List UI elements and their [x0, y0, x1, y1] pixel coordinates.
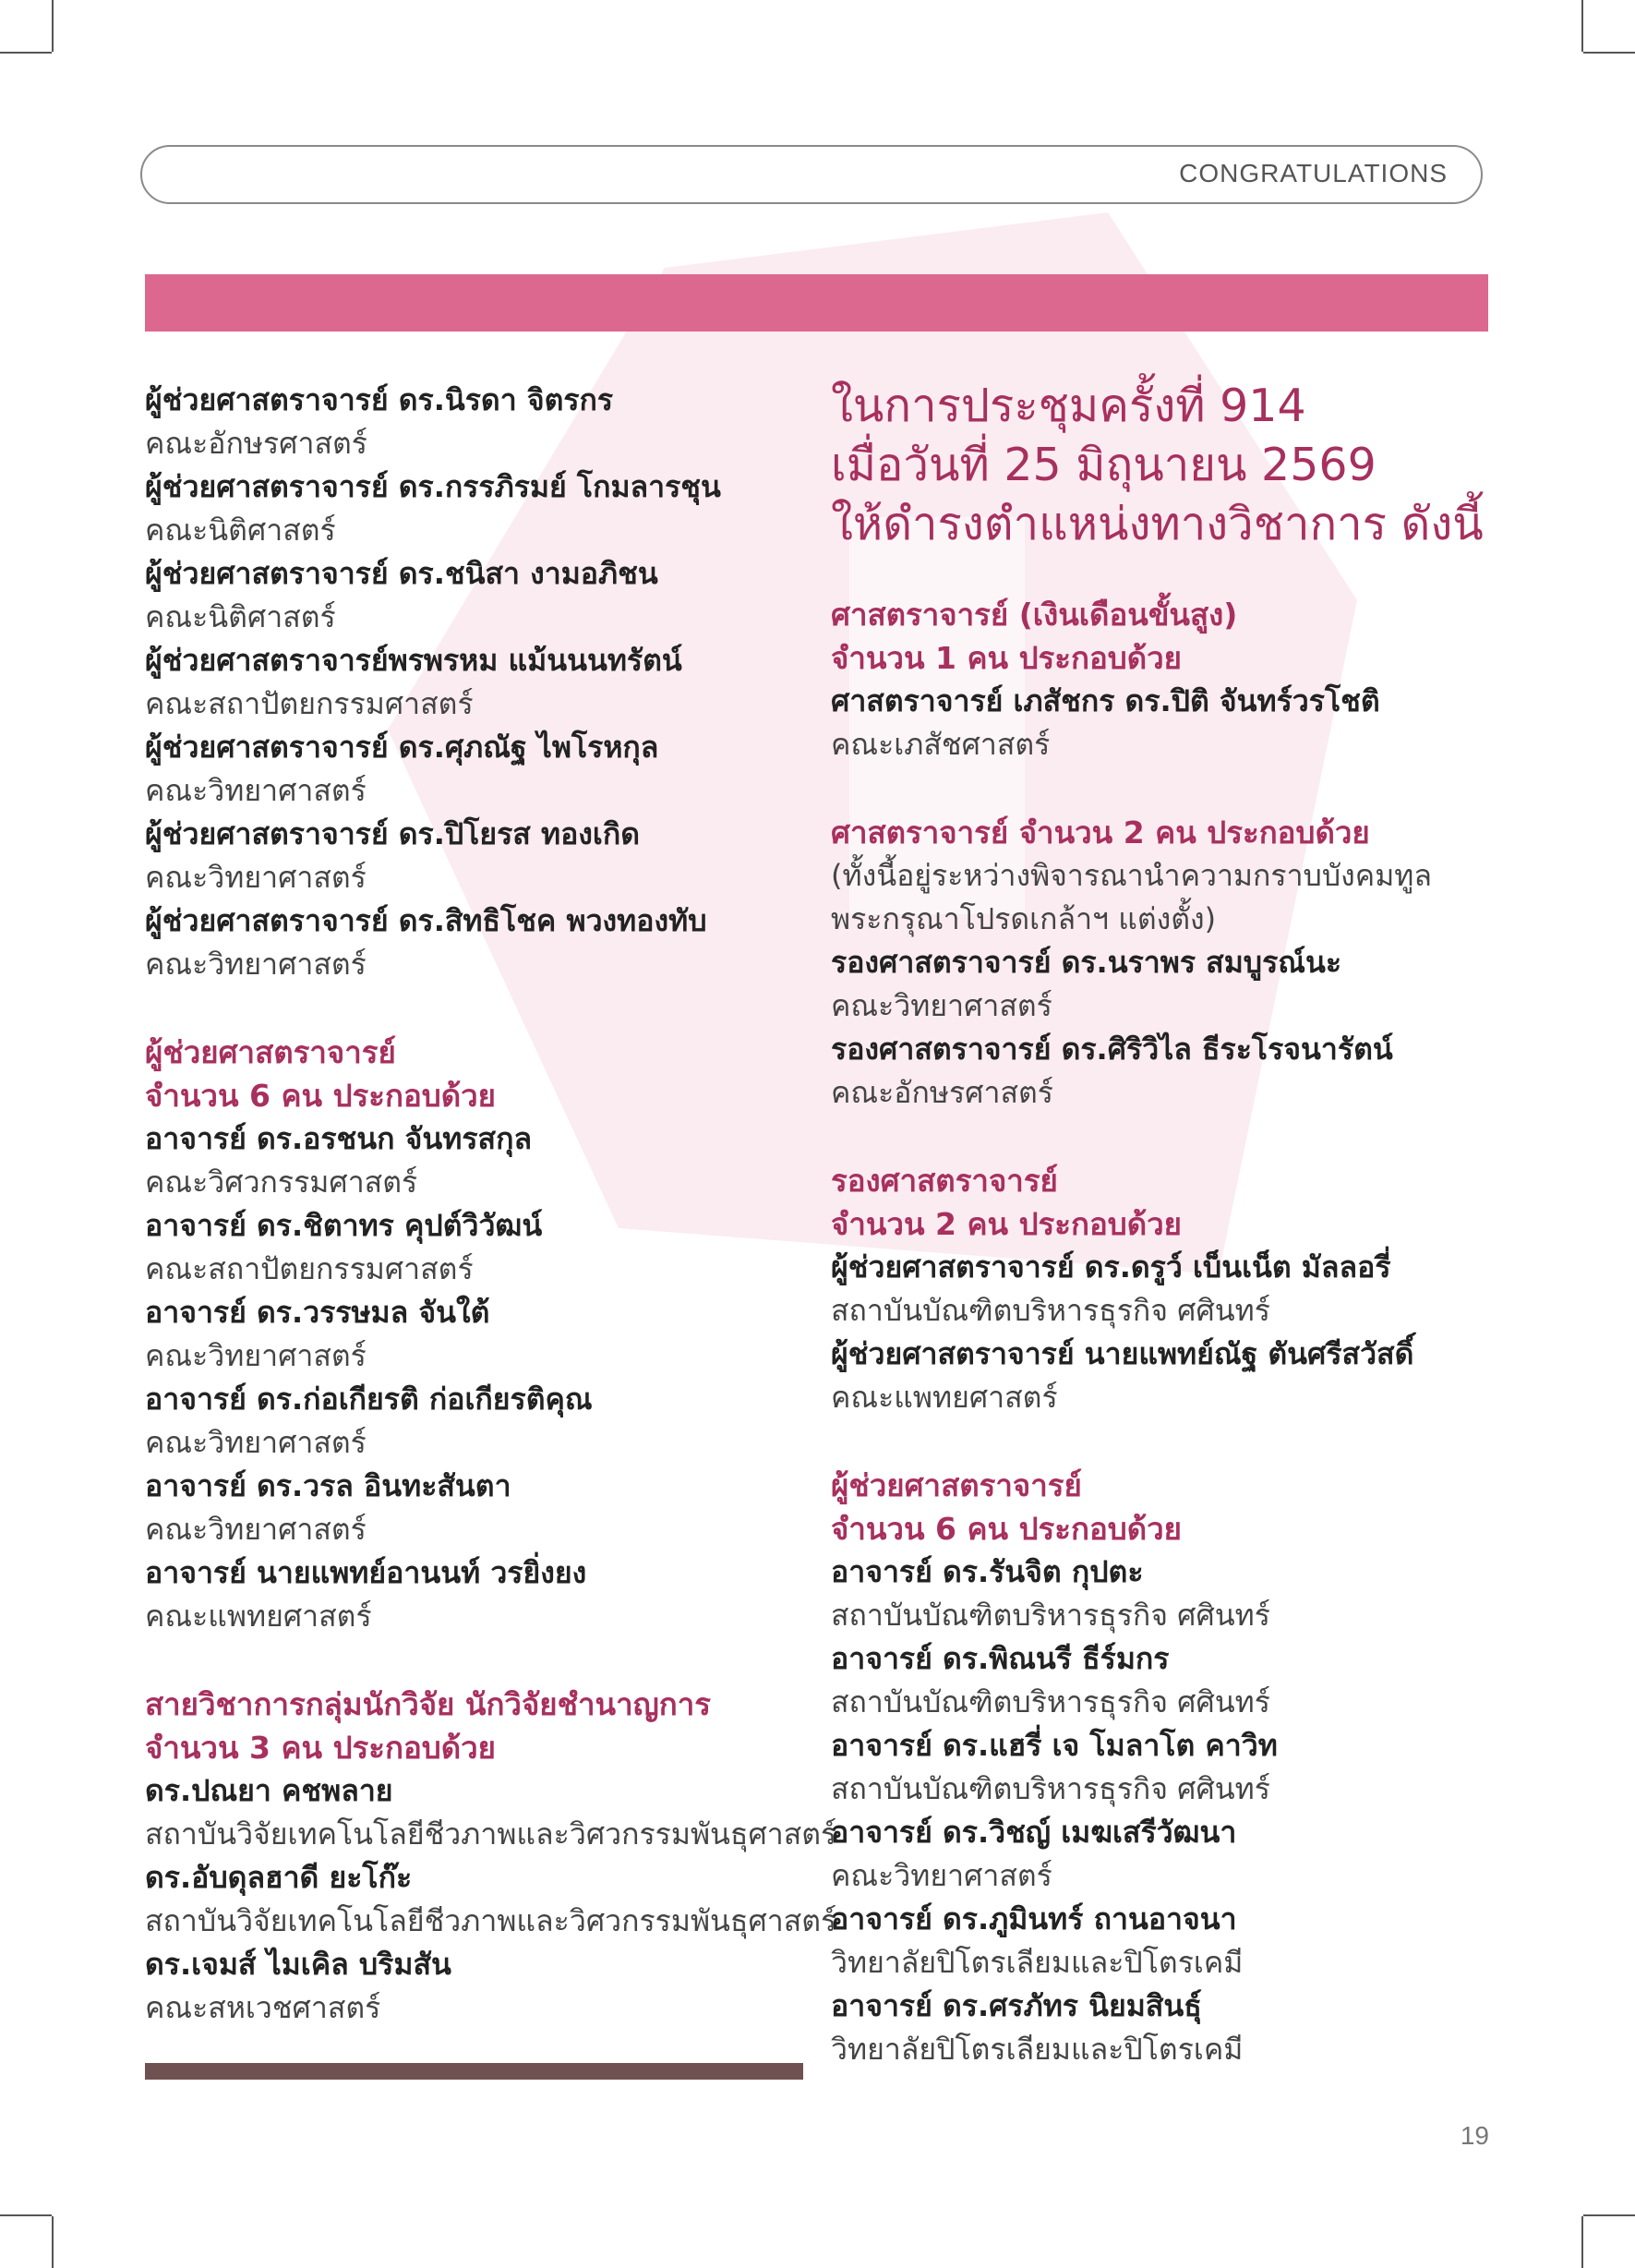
section-note: (ทั้งนี้อยู่ระหว่างพิจารณานำความกราบบังคมทูล [831, 858, 1432, 893]
section-heading: จำนวน 6 คน ประกอบด้วย [145, 1078, 497, 1114]
intro-line: เมื่อวันที่ 25 มิถุนายน 2569 [831, 439, 1377, 491]
person-name: อาจารย์ ดร.ภูมินทร์ ถานอาจนา [831, 1901, 1237, 1936]
crop-mark [1581, 2216, 1583, 2268]
crop-mark [52, 2216, 54, 2268]
section-heading: รองศาสตราจารย์ [831, 1163, 1058, 1199]
person-name: อาจารย์ ดร.วรล อินทะสันตา [145, 1468, 511, 1503]
person-name: รองศาสตราจารย์ ดร.นราพร สมบูรณ์นะ [831, 945, 1342, 980]
crop-mark [1583, 2214, 1635, 2216]
person-name: ศาสตราจารย์ เภสัชกร ดร.ปิติ จันทร์วรโชติ [831, 683, 1380, 718]
left-top-list [145, 379, 810, 986]
person-faculty: คณะวิทยาศาสตร์ [831, 1858, 1052, 1893]
person-faculty: สถาบันบัณฑิตบริหารธุรกิจ ศศินทร์ [831, 1598, 1270, 1633]
intro-line: ในการประชุมครั้งที่ 914 [831, 380, 1306, 432]
person-faculty: วิทยาลัยปิโตรเลียมและปิโตรเคมี [831, 2032, 1244, 2067]
person-faculty: คณะวิศวกรรมศาสตร์ [145, 1164, 418, 1200]
person-faculty: สถาบันวิจัยเทคโนโลยีชีวภาพและวิศวกรรมพันธุศาสตร์ [145, 1903, 837, 1938]
person-faculty: คณะแพทยศาสตร์ [145, 1598, 372, 1634]
section-heading: จำนวน 3 คน ประกอบด้วย [145, 1730, 497, 1766]
person-faculty: สถาบันวิจัยเทคโนโลยีชีวภาพและวิศวกรรมพันธุศาสตร์ [145, 1816, 837, 1852]
person-faculty: คณะวิทยาศาสตร์ [145, 860, 367, 895]
section-note: พระกรุณาโปรดเกล้าฯ แต่งตั้ง) [831, 901, 1217, 936]
person-name: อาจารย์ ดร.รันจิต กุปตะ [831, 1554, 1144, 1589]
person-name: รองศาสตราจารย์ ดร.ศิริวิไล ธีระโรจนารัตน์ [831, 1031, 1393, 1067]
person-faculty: คณะสถาปัตยกรรมศาสตร์ [145, 1251, 474, 1286]
person-name: ผู้ช่วยศาสตราจารย์ ดร.ปิโยรส ทองเกิด [145, 816, 640, 851]
person-faculty: คณะวิทยาศาสตร์ [145, 1425, 367, 1460]
person-name: ผู้ช่วยศาสตราจารย์ ดร.กรรภิรมย์ โกมลารชุน [145, 469, 721, 504]
person-faculty: คณะอักษรศาสตร์ [831, 1075, 1053, 1110]
person-name: ผู้ช่วยศาสตราจารย์ ดร.นิรดา จิตรกร [145, 382, 614, 417]
person-faculty: คณะวิทยาศาสตร์ [145, 947, 367, 982]
person-faculty: คณะสถาปัตยกรรมศาสตร์ [145, 686, 474, 721]
person-name: อาจารย์ ดร.วรรษมล จันใต้ [145, 1295, 490, 1330]
person-name: อาจารย์ ดร.ชิตาทร คุปต์วิวัฒน์ [145, 1208, 543, 1243]
person-name: อาจารย์ ดร.ก่อเกียรติ ก่อเกียรติคุณ [145, 1381, 593, 1417]
intro-block [831, 375, 1491, 556]
section-heading: จำนวน 6 คน ประกอบด้วย [831, 1511, 1183, 1547]
person-name: อาจารย์ ดร.พิณนรี ธีร์มกร [831, 1641, 1170, 1676]
person-faculty: คณะเภสัชศาสตร์ [831, 727, 1051, 762]
crop-mark [1583, 52, 1635, 54]
person-faculty: สถาบันบัณฑิตบริหารธุรกิจ ศศินทร์ [831, 1771, 1270, 1806]
person-faculty: คณะวิทยาศาสตร์ [145, 1338, 367, 1373]
person-name: ดร.เจมส์ ไมเคิล บริมสัน [145, 1947, 451, 1982]
crop-mark [1581, 0, 1583, 52]
header-label: CONGRATULATIONS [1179, 159, 1448, 187]
person-faculty: คณะแพทยศาสตร์ [831, 1380, 1058, 1415]
page-number: 19 [1460, 2121, 1489, 2150]
person-faculty: คณะนิติศาสตร์ [145, 513, 336, 548]
person-name: อาจารย์ ดร.วิชญ์ เมฆเสรีวัฒนา [831, 1815, 1237, 1850]
person-name: ดร.ปณยา คชพลาย [145, 1773, 393, 1808]
section-heading: ศาสตราจารย์ จำนวน 2 คน ประกอบด้วย [831, 814, 1370, 850]
person-name: อาจารย์ ดร.อรชนก จันทรสกุล [145, 1121, 533, 1156]
person-name: อาจารย์ ดร.ศรภัทร นิยมสินธุ์ [831, 1988, 1202, 2023]
person-name: ผู้ช่วยศาสตราจารย์ ดร.ดรูว์ เบ็นเน็ต มัลลอรี่ [831, 1249, 1391, 1285]
header-pill [140, 145, 1483, 204]
person-faculty: สถาบันบัณฑิตบริหารธุรกิจ ศศินทร์ [831, 1293, 1270, 1328]
section-heading: ผู้ช่วยศาสตราจารย์ [145, 1034, 396, 1070]
person-faculty: คณะวิทยาศาสตร์ [831, 988, 1052, 1023]
person-name: อาจารย์ นายแพทย์อานนท์ วรยิ่งยง [145, 1555, 587, 1590]
person-faculty: คณะอักษรศาสตร์ [145, 426, 367, 461]
person-faculty: คณะวิทยาศาสตร์ [145, 1512, 367, 1547]
left-column [145, 379, 837, 2030]
person-name: ผู้ช่วยศาสตราจารย์ ดร.ชนิสา งามอภิชน [145, 556, 658, 591]
person-name: ผู้ช่วยศาสตราจารย์ ดร.สิทธิโชค พวงทองทับ [145, 903, 707, 938]
right-sections [831, 593, 1491, 2071]
person-faculty: วิทยาลัยปิโตรเลียมและปิโตรเคมี [831, 1945, 1244, 1980]
person-faculty: สถาบันบัณฑิตบริหารธุรกิจ ศศินทร์ [831, 1684, 1270, 1719]
section-heading: จำนวน 1 คน ประกอบด้วย [831, 640, 1183, 676]
crop-mark [52, 0, 54, 52]
section-heading: ศาสตราจารย์ (เงินเดือนขั้นสูง) [831, 597, 1238, 633]
crop-mark [0, 2214, 52, 2216]
right-column [831, 379, 1491, 2071]
left-sections [145, 986, 837, 2030]
person-name: ผู้ช่วยศาสตราจารย์พรพรหม แม้นนนทรัตน์ [145, 643, 682, 678]
person-name: ผู้ช่วยศาสตราจารย์ ดร.ศุภณัฐ ไพโรหกุล [145, 730, 659, 765]
crop-mark [0, 52, 52, 54]
pink-banner-bar [145, 274, 1488, 332]
person-faculty: คณะสหเวชศาสตร์ [145, 1990, 381, 2025]
section-heading: จำนวน 2 คน ประกอบด้วย [831, 1206, 1183, 1242]
section-heading: ผู้ช่วยศาสตราจารย์ [831, 1467, 1082, 1503]
person-faculty: คณะนิติศาสตร์ [145, 599, 336, 634]
section-heading: สายวิชาการกลุ่มนักวิจัย นักวิจัยชำนาญการ [145, 1686, 711, 1722]
person-name: อาจารย์ ดร.แฮรี่ เจ โมลาโต คาวิท [831, 1728, 1278, 1763]
person-name: ดร.อับดุลฮาดี ยะโก๊ะ [145, 1860, 413, 1895]
footer-divider-bar [145, 2063, 803, 2080]
intro-line: ให้ดำรงตำแหน่งทางวิชาการ ดังนี้ [831, 498, 1484, 550]
person-name: ผู้ช่วยศาสตราจารย์ นายแพทย์ณัฐ ตันศรีสวัสดิ์ [831, 1336, 1414, 1371]
person-faculty: คณะวิทยาศาสตร์ [145, 773, 367, 808]
